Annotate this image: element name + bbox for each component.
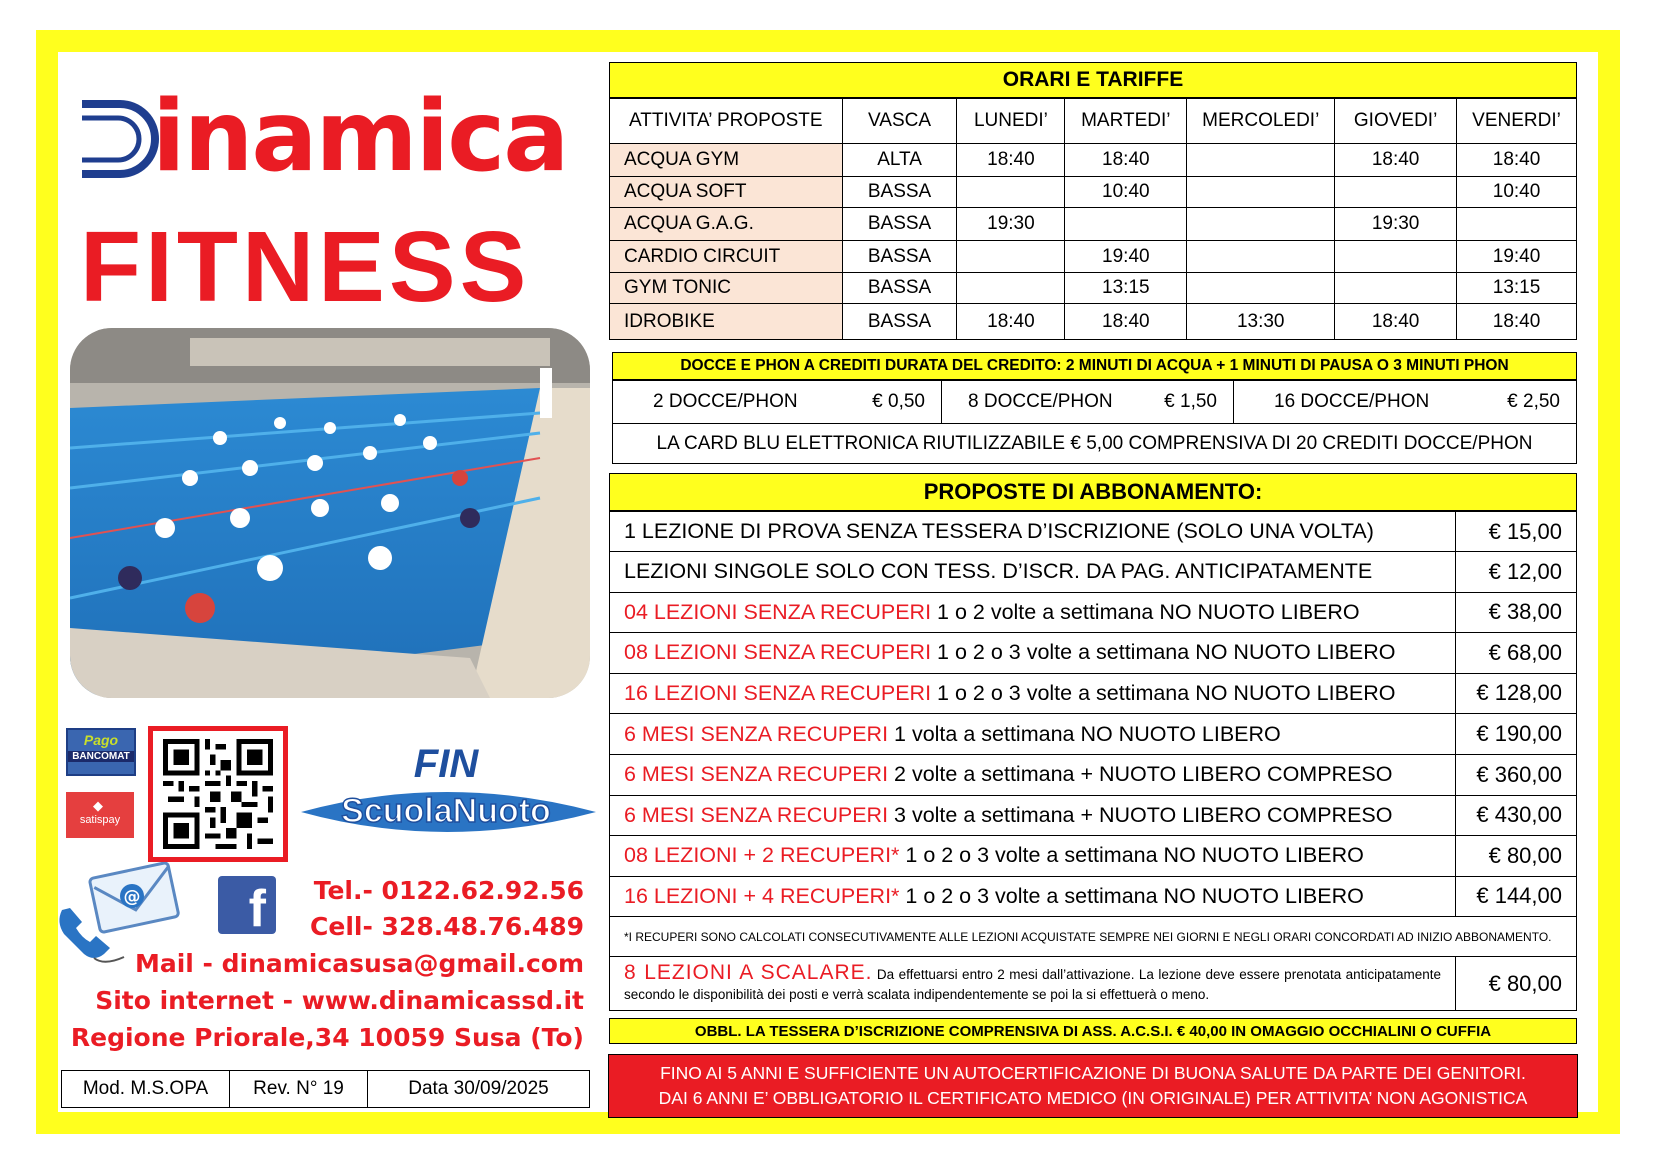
activity-name: IDROBIKE bbox=[610, 304, 843, 340]
subscription-text: LEZIONI SINGOLE SOLO CON TESS. D’ISCR. DA PAG. ANTICIPATAMENTE bbox=[624, 559, 1373, 584]
time-cell: 18:40 bbox=[1065, 144, 1187, 177]
activity-name: GYM TONIC bbox=[610, 273, 843, 304]
time-cell bbox=[1187, 273, 1335, 304]
facebook-icon[interactable]: f bbox=[218, 876, 276, 934]
time-cell bbox=[1065, 208, 1187, 241]
shower-banner: DOCCE E PHON A CREDITI DURATA DEL CREDITO: 2 MINUTI DI ACQUA + 1 MINUTI DI PAUSA O 3 MINUTI PHON bbox=[612, 352, 1577, 380]
subscription-highlight: 6 MESI SENZA RECUPERI bbox=[624, 802, 889, 827]
time-cell: 18:40 bbox=[1335, 144, 1457, 177]
subscription-price: € 68,00 bbox=[1488, 639, 1562, 665]
subscription-row bbox=[609, 633, 1577, 674]
time-cell bbox=[1187, 208, 1335, 241]
pool-type: BASSA bbox=[842, 304, 957, 340]
subscription-desc bbox=[610, 755, 1456, 795]
subscription-price: € 38,00 bbox=[1488, 599, 1562, 625]
federale-text: FEDERALE bbox=[408, 829, 484, 845]
subscription-text: 1 o 2 volte a settimana NO NUOTO LIBERO bbox=[931, 599, 1360, 624]
subscription-highlight: 6 MESI SENZA RECUPERI bbox=[624, 762, 889, 787]
pagobancomat-logo: Pago BANCOMAT bbox=[66, 728, 136, 776]
schedule-header-cell: GIOVEDI’ bbox=[1335, 99, 1457, 144]
activity-name: ACQUA G.A.G. bbox=[610, 208, 843, 241]
time-cell: 13:15 bbox=[1457, 273, 1577, 304]
time-cell: 13:15 bbox=[1065, 273, 1187, 304]
schedule-header-cell: MERCOLEDI’ bbox=[1187, 99, 1335, 144]
time-cell: 18:40 bbox=[1065, 304, 1187, 340]
subscription-price: € 80,00 bbox=[1488, 842, 1562, 868]
subscription-text: 1 o 2 o 3 volte a settimana NO NUOTO LIBERO bbox=[931, 640, 1396, 665]
doc-mod: Mod. M.S.OPA bbox=[62, 1071, 230, 1107]
subscription-price: € 12,00 bbox=[1488, 558, 1562, 584]
activity-name: CARDIO CIRCUIT bbox=[610, 241, 843, 273]
time-cell bbox=[1335, 241, 1457, 273]
subscription-desc bbox=[610, 592, 1456, 632]
subscriptions-title: PROPOSTE DI ABBONAMENTO: bbox=[609, 473, 1577, 511]
shower-prices bbox=[612, 380, 1577, 424]
svg-text:@: @ bbox=[123, 887, 141, 907]
subscription-desc bbox=[610, 836, 1456, 876]
subscription-row bbox=[609, 755, 1577, 796]
subscription-desc bbox=[610, 876, 1456, 916]
blue-card-info: LA CARD BLU ELETTRONICA RIUTILIZZABILE € 5,00 COMPRENSIVA DI 20 CREDITI DOCCE/PHON bbox=[612, 424, 1577, 464]
time-cell: 18:40 bbox=[957, 304, 1065, 340]
pool-type: BASSA bbox=[842, 241, 957, 273]
dinamica-logo bbox=[82, 80, 602, 194]
subscription-row bbox=[609, 511, 1577, 552]
subscription-desc bbox=[610, 552, 1456, 592]
contact-tel[interactable]: Tel.- 0122.62.92.56 bbox=[313, 876, 584, 905]
subscription-highlight: 08 LEZIONI SENZA RECUPERI bbox=[624, 640, 932, 665]
time-cell: 19:40 bbox=[1065, 241, 1187, 273]
time-cell bbox=[957, 177, 1065, 208]
schedule-header-row bbox=[610, 99, 1577, 144]
shower-option: 16 DOCCE/PHON € 2,50 bbox=[1274, 391, 1560, 412]
time-cell: 10:40 bbox=[1457, 177, 1577, 208]
medical-line-1: FINO AI 5 ANNI E SUFFICIENTE UN AUTOCERTIFICAZIONE DI BUONA SALUTE DA PARTE DEI GENITORI. bbox=[660, 1063, 1526, 1083]
subscription-highlight: 6 MESI SENZA RECUPERI bbox=[624, 721, 889, 746]
subscription-price: € 128,00 bbox=[1476, 680, 1562, 706]
time-cell: 18:40 bbox=[1457, 304, 1577, 340]
schedule-row bbox=[610, 177, 1577, 208]
subscription-row bbox=[609, 552, 1577, 593]
schedule-row bbox=[610, 144, 1577, 177]
scuola-nuoto-text: ScuolaNuoto bbox=[341, 792, 551, 830]
doc-date: Data 30/09/2025 bbox=[408, 1078, 549, 1099]
subscription-row bbox=[609, 876, 1577, 917]
shower-option: 2 DOCCE/PHON € 0,50 bbox=[613, 381, 942, 423]
subscription-row bbox=[609, 714, 1577, 755]
subscription-text: 3 volte a settimana + NUOTO LIBERO COMPRESO bbox=[888, 802, 1393, 827]
subscription-highlight: 16 LEZIONI SENZA RECUPERI bbox=[624, 680, 932, 705]
schedule-row bbox=[610, 208, 1577, 241]
activity-name: ACQUA SOFT bbox=[610, 177, 843, 208]
subscription-desc bbox=[610, 795, 1456, 835]
subscription-text: 1 volta a settimana NO NUOTO LIBERO bbox=[888, 721, 1281, 746]
schedule-row bbox=[610, 304, 1577, 340]
time-cell bbox=[1187, 241, 1335, 273]
time-cell: 13:30 bbox=[1187, 304, 1335, 340]
medical-notice bbox=[608, 1054, 1578, 1118]
scalare-title: 8 LEZIONI A SCALARE. bbox=[624, 961, 873, 984]
subscription-price: € 430,00 bbox=[1476, 802, 1562, 828]
schedule-title: ORARI E TARIFFE bbox=[609, 62, 1577, 98]
subscription-highlight: 16 LEZIONI + 4 RECUPERI* bbox=[624, 883, 900, 908]
subscription-desc bbox=[610, 673, 1456, 713]
time-cell bbox=[1187, 177, 1335, 208]
time-cell: 19:40 bbox=[1457, 241, 1577, 273]
time-cell: 18:40 bbox=[1457, 144, 1577, 177]
pool-type: BASSA bbox=[842, 273, 957, 304]
pool-type: BASSA bbox=[842, 208, 957, 241]
subscription-price: € 144,00 bbox=[1476, 883, 1562, 909]
subscription-text: 1 o 2 o 3 volte a settimana NO NUOTO LIBERO bbox=[899, 843, 1364, 868]
time-cell bbox=[1335, 177, 1457, 208]
schedule-header-cell: ATTIVITA’ PROPOSTE bbox=[610, 99, 843, 144]
subscription-highlight: 04 LEZIONI SENZA RECUPERI bbox=[624, 599, 932, 624]
schedule-header-cell: VASCA bbox=[842, 99, 957, 144]
subscription-desc bbox=[610, 633, 1456, 673]
scalare-price: € 80,00 bbox=[1488, 970, 1562, 996]
subscription-desc bbox=[610, 714, 1456, 754]
medical-line-2: DAI 6 ANNI E’ OBBLIGATORIO IL CERTIFICATO MEDICO (IN ORIGINALE) PER ATTIVITA’ NON AGONISTICA bbox=[658, 1088, 1528, 1108]
schedule-header-cell: VENERDI’ bbox=[1457, 99, 1577, 144]
schedule-row bbox=[610, 273, 1577, 304]
pool-photo bbox=[70, 328, 590, 698]
schedule-table bbox=[609, 98, 1577, 340]
subscription-row bbox=[609, 592, 1577, 633]
time-cell bbox=[1187, 144, 1335, 177]
scalare-desc bbox=[610, 957, 1456, 1010]
scalare-text: Da effettuarsi entro 2 mesi dall’attivazione. La lezione deve essere prenotata anticipatamente secondo le disponibilità dei posti e verrà scalata indipendentemente se poi la si effettuerà o meno. bbox=[624, 967, 1441, 1002]
pool-type: ALTA bbox=[842, 144, 957, 177]
subscription-text: 1 o 2 o 3 volte a settimana NO NUOTO LIBERO bbox=[931, 680, 1396, 705]
logo-text: inamica bbox=[152, 80, 568, 194]
time-cell: 19:30 bbox=[1335, 208, 1457, 241]
subscription-price: € 15,00 bbox=[1488, 518, 1562, 544]
subscription-row bbox=[609, 673, 1577, 714]
time-cell: 18:40 bbox=[957, 144, 1065, 177]
subscription-text: 1 o 2 o 3 volte a settimana NO NUOTO LIBERO bbox=[899, 883, 1364, 908]
fin-text: FIN bbox=[413, 742, 479, 786]
schedule-row bbox=[610, 241, 1577, 273]
time-cell bbox=[1335, 273, 1457, 304]
tessera-banner: OBBL. LA TESSERA D’ISCRIZIONE COMPRENSIVA DI ASS. A.C.S.I. € 40,00 IN OMAGGIO OCCHIALINI O CUFFIA bbox=[609, 1018, 1577, 1044]
pool-type: BASSA bbox=[842, 177, 957, 208]
logo-d-icon bbox=[82, 100, 162, 180]
time-cell bbox=[957, 273, 1065, 304]
time-cell: 18:40 bbox=[1335, 304, 1457, 340]
shower-option: 8 DOCCE/PHON € 1,50 bbox=[942, 381, 1234, 423]
recuperi-note: *I RECUPERI SONO CALCOLATI CONSECUTIVAMENTE ALLE LEZIONI ACQUISTATE SEMPRE NEI GIORNI E NEGLI ORARI CONCORDATI AD INIZIO ABBONAMENTO. bbox=[609, 917, 1577, 957]
document-info bbox=[61, 1070, 590, 1108]
time-cell bbox=[957, 241, 1065, 273]
time-cell bbox=[1457, 208, 1577, 241]
contact-cell[interactable]: Cell- 328.48.76.489 bbox=[310, 912, 584, 941]
subscription-row bbox=[609, 795, 1577, 836]
subscription-highlight: 08 LEZIONI + 2 RECUPERI* bbox=[624, 843, 900, 868]
subscription-price: € 190,00 bbox=[1476, 721, 1562, 746]
qr-code-icon bbox=[163, 739, 273, 849]
activity-name: ACQUA GYM bbox=[610, 144, 843, 177]
qr-code[interactable] bbox=[148, 726, 288, 862]
schedule-header-cell: LUNEDI’ bbox=[957, 99, 1065, 144]
subscription-text: 2 volte a settimana + NUOTO LIBERO COMPRESO bbox=[888, 762, 1393, 787]
fin-scuola-nuoto-logo bbox=[296, 742, 606, 862]
subscription-text: 1 LEZIONE DI PROVA SENZA TESSERA D’ISCRIZIONE (SOLO UNA VOLTA) bbox=[624, 519, 1374, 543]
subscription-desc bbox=[610, 512, 1456, 551]
subscription-row bbox=[609, 836, 1577, 877]
scalare-row bbox=[609, 957, 1577, 1011]
fitness-title: FITNESS bbox=[80, 211, 531, 323]
time-cell: 19:30 bbox=[957, 208, 1065, 241]
contact-mail[interactable]: Mail - dinamicasusa@gmail.com bbox=[134, 949, 584, 978]
satispay-logo: ◆ satispay bbox=[66, 792, 134, 838]
contact-address: Regione Priorale,34 10059 Susa (To) bbox=[70, 1023, 584, 1052]
subscription-price: € 360,00 bbox=[1476, 761, 1562, 787]
schedule-header-cell: MARTEDI’ bbox=[1065, 99, 1187, 144]
time-cell: 10:40 bbox=[1065, 177, 1187, 208]
contact-site[interactable]: Sito internet - www.dinamicassd.it bbox=[95, 986, 584, 1015]
doc-rev: Rev. N° 19 bbox=[230, 1071, 368, 1107]
